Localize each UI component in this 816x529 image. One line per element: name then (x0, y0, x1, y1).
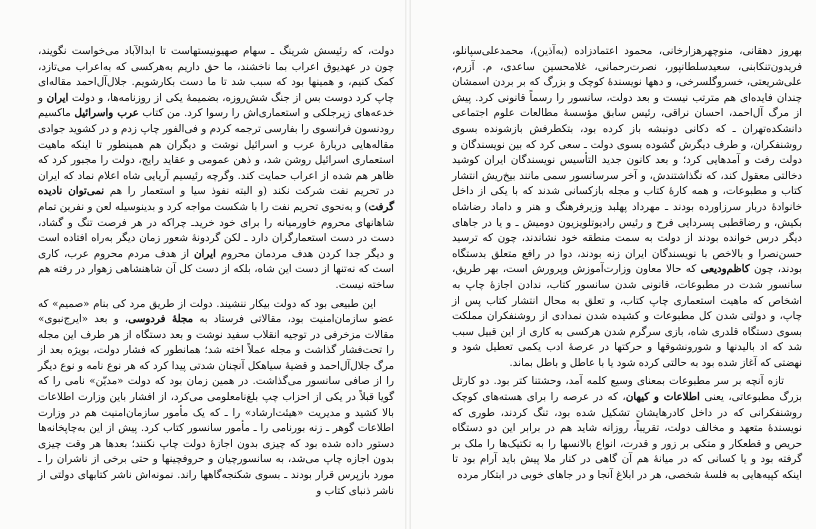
right-paragraph-1: بهروز دهقانی، منوچهرهزارخانی، محمود اعتمادزاده (به‌آذین)، محمدعلی‌سپانلو، فریدون‌تنکابنی، سعیدسلطانپور، نصرت‌رحمانی، غلامحسین ساعدی، م. آزرم، علی‌شریعتی، خسروگلسرخی، و دهها نویسندهٔ کوچک و بزرگ که بر بردن اسمشان چندان فایده‌ای هم مترتب نیست و بعد دولت، سانسور را رسماً قانونی کرد. پیش از مرگ آل‌احمد، احسان نراقی، رئیس سابق مؤسسهٔ مطالعات علوم اجتماعی دانشکده‌تهران ـ که دکانی دونبشه باز کرده بود، بتکطرفش بازشونده بسوی روشنفکران، و طرف دیگرش گشوده بسوی دولت ـ سعی کرد که بین نویسندگان و دولت رفت و آمدهایی کرد؛ و بعد کانون جدید التأسیس نویسندگان ایران کوشید دخالتی معقول کند، که نگذاشتندش، و آخر سرسانسور سمی مانند بیخ‌ریش انتشار کتاب و مطبوعات، و همه کارهٔ کتاب و مجله‌ بازکسانی شدند که با یکی از داخل خانوادهٔ دربار سرزاورده بودند ـ مهرداد پهلبد وزیرفرهنگ و هنر و داماد رضاشاه بکیش، و رضاقطبی پسردایی فرح و رئیس رادیوتلویزیون دومیش ـ و یا در جاهای دیگر درس خوانده بودند از دولت به سمت منطقه خود نشاندند، چون که ترسید حسن‌نصرا و بالاخص با نویسندگان ایران زنه بودند، دوا در رافع متعلق بدستگاه بودند، چون کاظم‌ودیعی که حالا معاون وزارت‌آموزش وپرورش است، بهر طریق، سانسور شدت در مطبوعات، قانونی شدن سانسور کتاب، ندادن اجازهٔ چاپ به اشخاص که ماهیت استعماری چاپ کتاب، و تعلق به محال انتشار کتاب پس از چاپ، و دولتی شدن کل مطبوعات و کشیده شدن نمدادی از روشنفکران مملکت بسوی دستگاه قلدری شاه، بازی سرگرم شدن هرکسی به کاری از این قبیل سبب شد که اد بالیدنها و شورونشوقها و حرکتها در عرصهٔ ادب یکمی تعطیل شود و نهضتی که آغاز شده بود به حالتی کرده شود یا با عاطل و باطل بماند. (452, 45, 803, 369)
left-paragraph-2: این طبیعی بود که دولت بیکار ننشیند. دولت از طریق مرد کی بنام «صمیم» که عضو سازمان‌امنیت بود، مقالاتی فرستاد به مجلهٔ فردوسی، و بعد «ایرج‌نبوی» مقالات مزخرفی در توجیه انقلاب سفید نوشت و بعد دستگاه از هر طرف این مجله را تحت‌فشار گذاشت و مجله عملاً اخته شد؛ همانطور که فشار دولت، بویژه بعد از مرگ جلال‌آل‌احمد و قضیهٔ سیاهکل آنچنان شدتی پیدا کرد که هر نوع‌ نامه و نوع‌ دیگر را از صافی سانسور می‌گذاشت. در همین زمان بود که دولت «مدیّن» نامی را که گویا قبلاً در یکی از احزاب چپ بلغ‌نامعلومی می‌کرد، از افشار باین وزارت اطلاعات بالا کشید و مدیریت «هیئت‌ارشاد» را ـ که یک مأمور سازمان‌امنیت هم در وزارت اطلاعات‌ گوهر ـ زنه بورنامی را ـ مأمور سانسور کتاب کرد. پیش از این به‌چاپخانه‌ها دستور داده شده بود که چیزی بدون اجازهٔ دولت چاپ نکنند؛ بعدها هر وقت چیزی بدون اجازه چاپ می‌شد، به سانسورچیان و حروفچینها و حتی برخی از ناشران را ـ مورد بازپرس قرار بودند ـ بسوی شکنجه‌گاهها راند. نمونه‌اش ناشر کتابهای دولتی از ناشر ذنبای کتاب و (38, 297, 394, 497)
right-paragraph-2: تازه آنچه بر سر مطبوعات بمعنای وسیع کلمه آمد، وحشتنا کتر بود. دو کارتل بزرگ مطبوعاتی، یعنی اطلاعات و کیهان، که در عرصه را برای هسته‌های کوچک روشنفکرانی که در داخل کادرهایشان تشکیل شده بود، تنگ کردند، طوری که نویسندهٔ متعهد و مخالف دولت، تقریباً، روزانه شاید هم در برابر این دو دستگاه حریص و قطعکار و متکی بر زور و قدرت، انواع بالانسها را به تکتیک‌ها را ملک بر گرفته بود و یا کسانی که در میانهٔ هم آن گاهی در کنار ملا پیش باید آرام بود تا اینکه کپیه‌هایی به فلسهٔ شخصی، هر در ابلاغ آنجا و در جاهای خوبی در ابتکار مرده (452, 375, 803, 482)
left-paragraph-1: دولت، که رئیسش شرینگ ـ سهام صهیونیستهاست تا ابدالآباد می‌خواست نگویند، چون در عهدیوق اعراب بما ناخشند، ما حق داریم به‌هرکسی که به‌اعراب می‌تازد، کمک کنیم، و همینها بود که سبب شد تا ما دست بکارشویم. جلال‌آل‌احمد مقاله‌ای چاپ کرد دوست بس از جنگ شش‌روزه، بضمیمهٔ یکی از روزنامه‌ها، و دولت ایران و خدعه‌های زیرجلکی و استعماری‌اش را رسوا کرد. من کتاب عرب واسرائیل ماکسیم رودنسون فرانسوی را بفارسی ترجمه کردم و فی‌الفور چاپ زدم و در کشوید جوادی مقاله‌هایی دربارهٔ عرب و اسرائیل نوشت و دیگران هم همینطور تا اینکه ماهیت استعماری اسرائیل روشن شد، و ذهن عمومی و عقاید رایج، دولت را مجبور کرد که ظاهر هم شده از اعراب حمایت کند. وگرچه رئیسیم آریایی شاه اعلام نماد که ایران در تحریم نفت شرکت نکند (و البته نفوذ سیا و استعمار را هم نمی‌توان نادیده گرفت) و به‌نحوی تحریم نفت را با شکست مواجه کرد و بدینوسیله لعن و نفرین تمام شاهانهای محروم خاورمیانه را برای خود خریدـ چراکه در هر فرصت تنگ و گشاد، دست در دست استعمارگران دارد ـ لکن گردونهٔ شعور زمان دیگر به‌راه افتاده است و دیگر جدا کردن هدف مردمان محروم ایران از هدف مردم محروم عرب، کاری است که نه‌تنها از دست این شاه، بلکه از دست کل آن شاهنشاهی زهوار در رفته هم ساخته نیست. (38, 45, 394, 291)
bold-term: ایران (194, 247, 216, 260)
right-page (408, 0, 816, 529)
bold-magazine-name: مجلهٔ فردوسی (128, 313, 194, 326)
bold-term: نمی‌توان نادیده گرفت (38, 185, 394, 213)
bold-term: ایران (46, 91, 69, 104)
bold-person-name: کاظم‌ودیعی (700, 263, 750, 276)
bold-book-title: عرب واسرائیل (74, 107, 139, 120)
bold-newspaper-names: اطلاعات و کیهان (625, 391, 700, 404)
